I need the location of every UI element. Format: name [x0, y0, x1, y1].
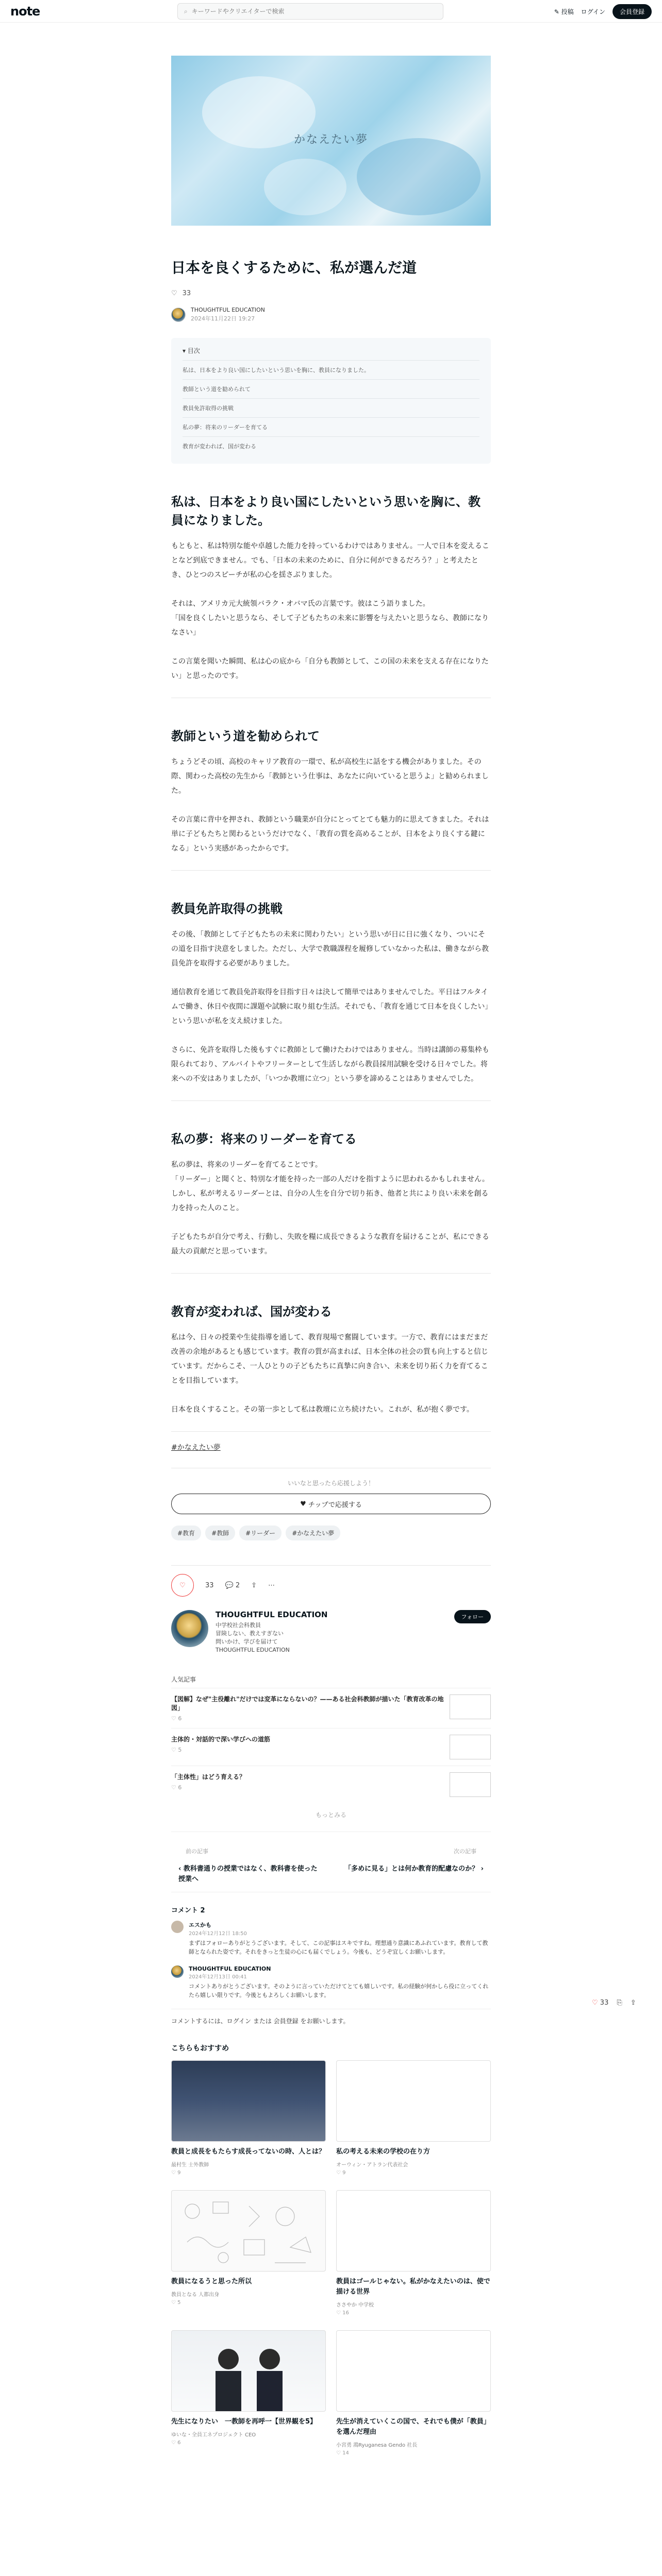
list-item[interactable]: [171, 1688, 491, 1728]
recommend-card[interactable]: [336, 2330, 491, 2456]
comments-heading: コメント 2: [171, 1907, 205, 1914]
profile-line: THOUGHTFUL EDUCATION: [216, 1647, 290, 1653]
card-likes: ♡ 5: [171, 2300, 181, 2306]
share-icon[interactable]: ⇪: [630, 1999, 636, 2007]
card-likes: ♡ 14: [336, 2450, 349, 2456]
author-profile: [171, 1610, 491, 1654]
next-article-link[interactable]: [331, 1832, 491, 1892]
side-like-count: 33: [600, 1999, 609, 2007]
heart-icon: ♡: [592, 1999, 600, 2007]
toc-item[interactable]: 私の夢：将来のリーダーを育てる: [183, 417, 479, 436]
toc-item[interactable]: 教員免許取得の挑戦: [183, 398, 479, 417]
divider: [171, 870, 491, 871]
heart-icon[interactable]: ♡: [171, 290, 177, 297]
item-count: ♡ 5: [171, 1747, 182, 1753]
side-like-button[interactable]: [592, 1999, 608, 2007]
chevron-down-icon: ▾: [183, 347, 188, 354]
section-heading: 私の夢：将来のリーダーを育てる: [171, 1132, 357, 1146]
signup-button[interactable]: 会員登録: [613, 4, 652, 19]
avatar[interactable]: [171, 308, 186, 322]
card-likes: ♡ 9: [171, 2170, 181, 2176]
top-header: [0, 0, 662, 23]
section-heading: 教師という道を勧められて: [171, 729, 320, 743]
card-likes-value: 14: [342, 2450, 349, 2456]
people-illustration: [172, 2331, 326, 2412]
login-button[interactable]: ログイン: [581, 8, 605, 15]
comment: [171, 1965, 491, 1999]
divider: [171, 1431, 491, 1432]
comment-button[interactable]: [225, 1582, 240, 1589]
doodle-illustration: [172, 2191, 326, 2272]
item-title: 【図解】なぜ"主役離れ"だけでは変革にならないの？——ある社会科教師が描いた「教育改革の地図」: [171, 1696, 444, 1711]
prev-next-nav: [171, 1832, 491, 1892]
follow-button[interactable]: フォロー: [454, 1610, 491, 1623]
search-icon: ⌕: [184, 7, 188, 15]
card-likes: ♡ 6: [171, 2440, 181, 2446]
recommend-card[interactable]: [336, 2190, 491, 2316]
card-author: ささやか 中学校: [336, 2302, 374, 2308]
comment-icon: 💬: [225, 1581, 236, 1589]
table-of-contents: [171, 338, 491, 464]
recommend-card[interactable]: [336, 2060, 491, 2176]
card-title: 私の考える未来の学校の在り方: [336, 2148, 431, 2156]
comment-date: 2024年12月12日 18:50: [189, 1931, 247, 1937]
comment-date: 2024年12月13日 00:41: [189, 1974, 247, 1980]
post-button[interactable]: [554, 7, 574, 16]
card-likes-value: 9: [177, 2170, 181, 2176]
list-item[interactable]: [171, 1728, 491, 1766]
paragraph: その言葉に背中を押され、教師という職業が自分にとってとても魅力的に思えてきました。それは単に子どもたちと関わるというだけでなく、「教育の質を高めることが、日本をより良くする鍵になる」という実感があったからです。: [171, 816, 489, 853]
search-input[interactable]: [192, 8, 429, 15]
prev-article-link[interactable]: [171, 1832, 331, 1892]
card-author: オーウィン・アトラン代表社会: [336, 2162, 408, 2168]
heart-icon: ♡: [179, 1581, 186, 1589]
card-likes-value: 5: [177, 2300, 181, 2306]
card-author: 教員となる 人都出身: [171, 2292, 220, 2298]
chevron-right-icon: ›: [478, 1865, 484, 1873]
item-count: ♡ 6: [171, 1784, 182, 1791]
support-text: いいなと思ったら応援しよう！: [287, 1480, 374, 1487]
card-likes-value: 9: [342, 2170, 346, 2176]
paragraph: 通信教育を通じて教員免許取得を目指す日々は決して簡単ではありませんでした。平日はフルタイムで働き、休日や夜間に課題や試験に取り組む生活。それでも、「教育を通じて日本を良くしたい」という思いが私を支え続けました。: [171, 988, 489, 1025]
tag-chip[interactable]: #教師: [205, 1526, 235, 1540]
search-box[interactable]: [177, 3, 443, 20]
card-image: [336, 2330, 491, 2412]
watercolor-blob: [264, 159, 346, 215]
action-like-count: 33: [205, 1581, 214, 1589]
post-date: 2024年11月22日 19:27: [191, 315, 255, 322]
article-section: [171, 1130, 491, 1274]
card-title: 教員になるうと思った所以: [171, 2278, 252, 2285]
avatar[interactable]: [171, 1921, 184, 1933]
divider: [171, 1273, 491, 1274]
popular-articles: [171, 1675, 491, 1819]
comment: [171, 1921, 491, 1956]
recommend-card[interactable]: [171, 2060, 326, 2176]
section-heading: 教育が変われば、国が変わる: [171, 1304, 332, 1319]
bookmark-icon[interactable]: ⎘: [617, 1999, 622, 2007]
login-note[interactable]: コメントするには、ログイン または 会員登録 をお願いします。: [171, 2009, 491, 2025]
tag-chip[interactable]: #かなえたい夢: [286, 1526, 340, 1540]
item-count-value: 6: [178, 1715, 182, 1722]
article-section: [171, 493, 491, 698]
article-section: [171, 1302, 491, 1432]
comments-section: [171, 1905, 491, 2025]
profile-line: 問いかけ、学びを届けて: [216, 1638, 278, 1645]
recommendations: [171, 2043, 491, 2456]
paragraph: それは、アメリカ元大統領バラク・オバマ氏の言葉です。彼はこう語りました。 「国を良くしたいと思うなら、そして子どもたちの未来に影響を与えたいと思うなら、教師になりなさい」: [171, 600, 489, 637]
tag-list: [171, 1526, 491, 1540]
item-count-value: 6: [178, 1784, 182, 1791]
article: [171, 258, 491, 2456]
card-title: 教員と成長をもたらす成長ってないの時、人とは？: [171, 2148, 326, 2156]
list-item[interactable]: [171, 1766, 491, 1803]
recommend-card[interactable]: [171, 2190, 326, 2316]
post-label: 投稿: [561, 8, 574, 15]
item-count-value: 5: [178, 1747, 182, 1753]
card-likes-value: 16: [342, 2310, 349, 2316]
section-heading: 私は、日本をより良い国にしたいという思いを胸に、教員になりました。: [171, 495, 481, 528]
hero-image: [171, 56, 491, 226]
card-author: ゆいな・全員工ネプロジェクト CEO: [171, 2432, 256, 2438]
pencil-icon: ✎: [554, 8, 561, 15]
tag-chip[interactable]: #リーダー: [239, 1526, 282, 1540]
card-image: [171, 2190, 326, 2272]
profile-avatar[interactable]: [171, 1610, 208, 1647]
author-name[interactable]: THOUGHTFUL EDUCATION: [191, 307, 265, 313]
toc-item[interactable]: 私は、日本をより良い国にしたいという思いを胸に、教員になりました。: [183, 360, 479, 379]
comment-author[interactable]: THOUGHTFUL EDUCATION: [189, 1965, 271, 1972]
profile-line: 中学校社会科教員: [216, 1622, 261, 1629]
card-likes-value: 6: [177, 2440, 181, 2446]
share-icon[interactable]: ⇪: [251, 1581, 257, 1589]
article-section: [171, 900, 491, 1101]
side-action-bar: [592, 1999, 636, 2007]
prev-title: 教科書通りの授業ではなく、教科書を使った授業へ: [178, 1865, 318, 1883]
card-likes: ♡ 16: [336, 2310, 349, 2316]
paragraph: 私は今、日々の授業や生徒指導を通して、教育現場で奮闘しています。一方で、教育にはまだまだ改善の余地があるとも感じています。教育の質が高まれば、日本全体の社会の質も向上すると信じています。だからこそ、一人ひとりの子どもたちに真摯に向き合い、未来を切り拓く力を育てることを目指しています。: [171, 1333, 488, 1385]
note-logo[interactable]: note: [10, 4, 40, 19]
support-area: [171, 1468, 491, 1514]
hero-title: かなえたい夢: [293, 133, 368, 146]
comment-count: 2: [235, 1581, 240, 1589]
profile-name[interactable]: THOUGHTFUL EDUCATION: [216, 1610, 328, 1619]
thumbnail: [450, 1694, 491, 1719]
tip-button[interactable]: [171, 1494, 491, 1514]
section-heading: 教員免許取得の挑戦: [171, 902, 283, 916]
paragraph: ちょうどその頃、高校のキャリア教育の一環で、私が高校生に話をする機会がありました。その際、関わった高校の先生から「教師という仕事は、あなたに向いていると思うよ」と勧められました。: [171, 758, 489, 795]
paragraph: 私の夢は、将来のリーダーを育てることです。 「リーダー」と聞くと、特別な才能を持った一部の人だけを指すように思われるかもしれません。しかし、私が考えるリーダーとは、自分の人生を自分で切り拓き、他者と共により良い未来を創る力を持った人のこと。: [171, 1161, 489, 1212]
article-title: 日本を良くするために、私が選んだ道: [171, 259, 417, 276]
toc-item[interactable]: 教育が変われば、国が変わる: [183, 436, 479, 455]
item-count: ♡ 6: [171, 1715, 182, 1722]
recommend-heading: こちらもおすすめ: [171, 2044, 229, 2053]
card-image: [336, 2190, 491, 2272]
thumbnail: [450, 1772, 491, 1797]
card-title: 教員はゴールじゃない。私がかなえたいのは、使で描ける世界: [336, 2278, 490, 2296]
tip-label: チップで応援する: [308, 1501, 362, 1509]
card-author: 最村生 士外教師: [171, 2162, 209, 2168]
article-section: [171, 727, 491, 871]
divider: [171, 1100, 491, 1101]
comment-text: まずはフォローありがとうございます。そして、この記事はスキですね。理想通り意識にあふれています。教育して教師となられた姿です。それをきっと生徒の心にも届くでしょう。今後も、どうぞ宜しくお願いします。: [189, 1940, 488, 1955]
popular-heading: 人気記事: [171, 1676, 196, 1683]
chevron-left-icon: ‹: [178, 1865, 184, 1873]
hashtag-link[interactable]: #かなえたい夢: [171, 1444, 221, 1452]
paragraph: もともと、私は特別な能や卓越した能力を持っているわけではありません。一人で日本を変えることなど到底できません。でも、「日本の未来のために、自分に何ができるだろう？」と考えたとき、ひとつのスピーチが私の心を揺さぶりました。: [171, 542, 489, 579]
profile-line: 冒険しない、教えすぎない: [216, 1630, 284, 1637]
tag-chip[interactable]: #教育: [171, 1526, 201, 1540]
item-title: 「主体性」はどう育える？: [171, 1773, 246, 1781]
paragraph: 日本を良くすること。その第一歩として私は教壇に立ち続けたい。これが、私が抱く夢です。: [171, 1405, 474, 1414]
avatar[interactable]: [171, 1965, 184, 1978]
card-image: [171, 2060, 326, 2142]
recommend-card[interactable]: [171, 2330, 326, 2456]
card-likes: ♡ 9: [336, 2170, 346, 2176]
paragraph: 子どもたちが自分で考え、行動し、失敗を糧に成長できるような教育を届けることが、私にできる最大の貢献だと思っています。: [171, 1233, 489, 1256]
card-image: [336, 2060, 491, 2142]
watercolor-blob: [357, 138, 481, 215]
toc-heading-label: 目次: [187, 347, 200, 354]
card-author: 小宮勇 鴻Ryuganesa Gendo 社長: [336, 2443, 418, 2448]
paragraph: その後、「教師として子どもたちの未来に関わりたい」という思いが日に日に強くなり、ついにその道を目指す決意をしました。ただし、大学で教職課程を履修していなかった私は、働きながら教員免許を取得する必要がありました。: [171, 930, 489, 968]
author-info: [171, 307, 491, 323]
paragraph: さらに、免許を取得した後もすぐに教師として働けたわけではありません。当時は講師の募集枠も限られており、アルバイトやフリーターとして生活しながら教員採用試験を受ける日々でした。将来への不安はありましたが、「いつか教壇に立つ」という夢を諦めることはありませんでした。: [171, 1046, 489, 1083]
comment-text: コメントありがとうございます。そのように言っていただけてとても嬉しいです。私の経験が何かしら役に立ってくれたら嬉しい限りです。今後ともよろしくお願いします。: [189, 1983, 489, 1998]
thumbnail: [450, 1735, 491, 1759]
profile-desc: [216, 1621, 327, 1654]
next-title: 「多めに見る」とは何か教育的配慮なのか？: [344, 1865, 479, 1873]
like-summary: [171, 290, 491, 297]
card-title: 先生が消えていくこの国で、それでも僕が「教員」を選んだ理由: [336, 2418, 490, 2436]
more-link[interactable]: もっとみる: [315, 1811, 346, 1819]
toc-heading[interactable]: [183, 346, 479, 355]
toc-item[interactable]: 教師という道を勧められて: [183, 379, 479, 398]
like-count: 33: [182, 290, 191, 297]
card-image: [171, 2330, 326, 2412]
comment-author[interactable]: エスかも: [189, 1922, 211, 1928]
heart-icon: ♥: [300, 1500, 308, 1508]
next-label: 次の記事: [454, 1848, 476, 1855]
paragraph: この言葉を聞いた瞬間、私は心の底から「自分も教師として、この国の未来を支える存在になりたい」と思ったのです。: [171, 657, 489, 680]
like-button[interactable]: [171, 1574, 194, 1597]
more-icon[interactable]: ⋯: [268, 1581, 275, 1589]
card-title: 先生になりたい 一教師を再呼一【世界観を5】: [171, 2418, 317, 2426]
action-bar: [171, 1565, 491, 1597]
prev-label: 前の記事: [186, 1848, 208, 1855]
item-title: 主体的・対話的で深い学びへの道筋: [171, 1736, 271, 1743]
